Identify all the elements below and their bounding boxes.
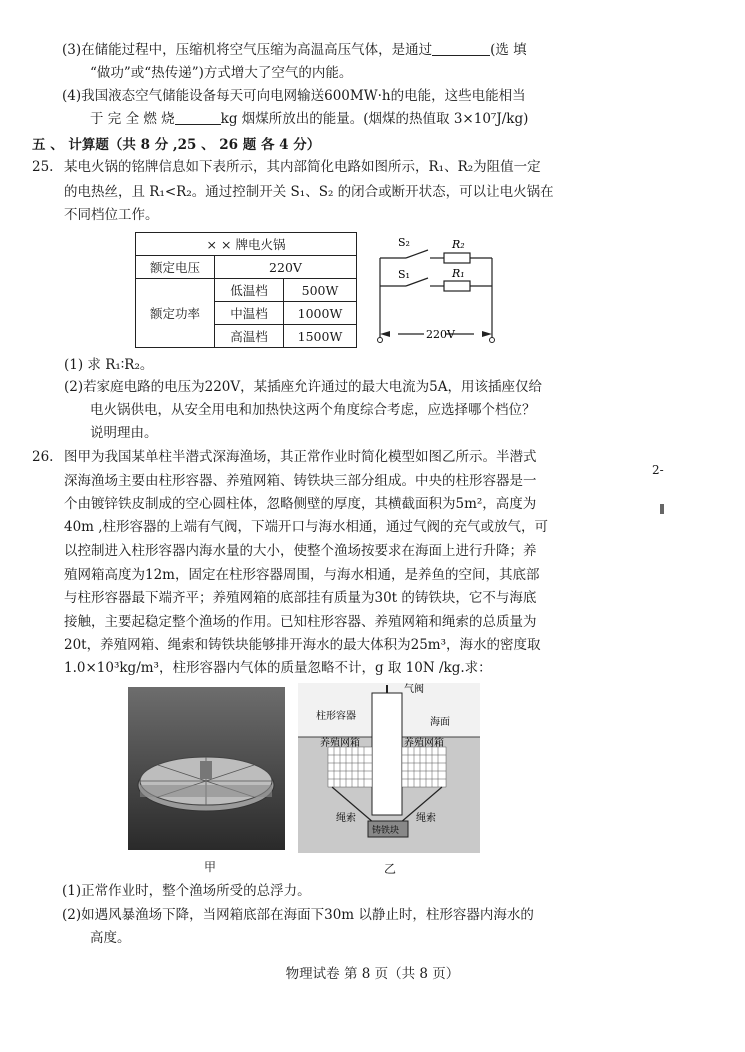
q26-line: 1.0×10³kg/m³，柱形容器内气体的质量忽略不计，g 取 10N /kg.求： [64, 660, 492, 676]
q26-line: 40m ,柱形容器的上端有气阀，下端开口与海水相通，通过气阀的充气或放气，可 [64, 519, 549, 535]
fish-farm-model-diagram [298, 683, 480, 853]
valve-label: 气阀 [404, 684, 424, 695]
q26-line: 20t，养殖网箱、绳索和铸铁块能够排开海水的最大体积为25m³，海水的密度取 [64, 637, 541, 653]
rope-left-label: 绳索 [336, 813, 356, 824]
table-cell: 中温档 [215, 302, 284, 325]
q26-line: 个由镀锌铁皮制成的空心圆柱体，忽略侧壁的厚度，其横截面积为5m²，高度为 [64, 496, 537, 512]
r1-label: R₁ [452, 267, 465, 280]
q3-line1: (3)在储能过程中，压缩机将空气压缩为高温高压气体，是通过 (选 填 [62, 42, 527, 58]
net-right-label: 养殖网箱 [404, 738, 444, 749]
s2-label: S₂ [398, 236, 410, 249]
nameplate-table [135, 232, 357, 348]
side-mark: 2- [652, 463, 664, 477]
q25-sub1: (1) 求 R₁∶R₂。 [64, 357, 154, 373]
table-cell: 高温档 [215, 325, 284, 348]
question-number: 25. [32, 159, 54, 175]
answer-blank[interactable] [432, 41, 490, 56]
q4-line2: 于 完 全 燃 烧 kg 烟煤所放出的能量。(烟煤的热值取 3×10⁷J/kg) [90, 111, 529, 127]
q26-line: 图甲为我国某单柱半潜式深海渔场，其正常作业时简化模型如图乙所示。半潜式 [64, 449, 537, 465]
q4-line1: (4)我国液态空气储能设备每天可向电网输送600MW·h的电能，这些电能相当 [62, 88, 526, 104]
q25-line3: 不同档位工作。 [64, 207, 159, 223]
caption-b: 乙 [384, 862, 397, 876]
net-left-label: 养殖网箱 [320, 738, 360, 749]
table-cell: 500W [284, 279, 357, 302]
q25-sub2-line3: 说明理由。 [90, 425, 158, 441]
q26-sub1: (1)正常作业时，整个渔场所受的总浮力。 [62, 883, 311, 899]
q26-line: 深海渔场主要由柱形容器、养殖网箱、铸铁块三部分组成。中央的柱形容器是一 [64, 473, 537, 489]
q26-line: 接触，主要起稳定整个渔场的作用。已知柱形容器、养殖网箱和绳索的总质量为 [64, 614, 537, 630]
table-cell: 1000W [284, 302, 357, 325]
q26-line: 殖网箱高度为12m，固定在柱形容器周围，与海水相通，是养鱼的空间，其底部 [64, 567, 540, 583]
q25-line2: 的电热丝，且 R₁<R₂。通过控制开关 S₁、S₂ 的闭合或断开状态，可以让电火锅在 [64, 184, 554, 200]
table-cell: 1500W [284, 325, 357, 348]
q26-line: 与柱形容器最下端齐平；养殖网箱的底部挂有质量为30t 的铸铁块，它不与海底 [64, 590, 537, 606]
page-footer: 物理试卷 第 8 页（共 8 页） [285, 966, 460, 982]
table-cell: 220V [215, 256, 357, 279]
q25-sub2-line2: 电火锅供电，从安全用电和加热快这两个角度综合考虑，应选择哪个档位？ [90, 402, 536, 418]
container-label: 柱形容器 [316, 711, 356, 722]
circuit-diagram [372, 230, 500, 346]
q26-line: 以控制进入柱形容器内海水量的大小，使整个渔场按要求在海面上进行升降；养 [64, 543, 537, 559]
table-title: × × 牌电火锅 [136, 233, 357, 256]
side-glyph [660, 504, 664, 514]
iron-label: 铸铁块 [372, 826, 400, 836]
sea-label: 海面 [430, 717, 450, 728]
q25-line1: 某电火锅的铭牌信息如下表所示，其内部简化电路如图所示，R₁、R₂为阻值一定 [64, 159, 541, 175]
caption-a: 甲 [204, 860, 217, 874]
answer-blank[interactable] [175, 110, 221, 125]
r2-label: R₂ [452, 238, 465, 251]
voltage-label: 220V [426, 328, 455, 341]
q25-sub2-line1: (2)若家庭电路的电压为220V，某插座允许通过的最大电流为5A，用该插座仅给 [64, 379, 542, 395]
rope-right-label: 绳索 [416, 813, 436, 824]
q26-sub2-line2: 高度。 [90, 930, 131, 946]
s1-label: S₁ [398, 268, 410, 281]
table-cell: 额定功率 [136, 279, 215, 348]
q3-line2: “做功”或“热传递”)方式增大了空气的内能。 [90, 65, 353, 81]
table-cell: 低温档 [215, 279, 284, 302]
question-number: 26. [32, 449, 54, 465]
q26-sub2-line1: (2)如遇风暴渔场下降，当网箱底部在海面下30m 以静止时，柱形容器内海水的 [62, 907, 534, 923]
section-title: 五 、 计算题（共 8 分 ,25 、 26 题 各 4 分） [32, 137, 321, 153]
table-cell: 额定电压 [136, 256, 215, 279]
fish-farm-photo [128, 687, 285, 850]
